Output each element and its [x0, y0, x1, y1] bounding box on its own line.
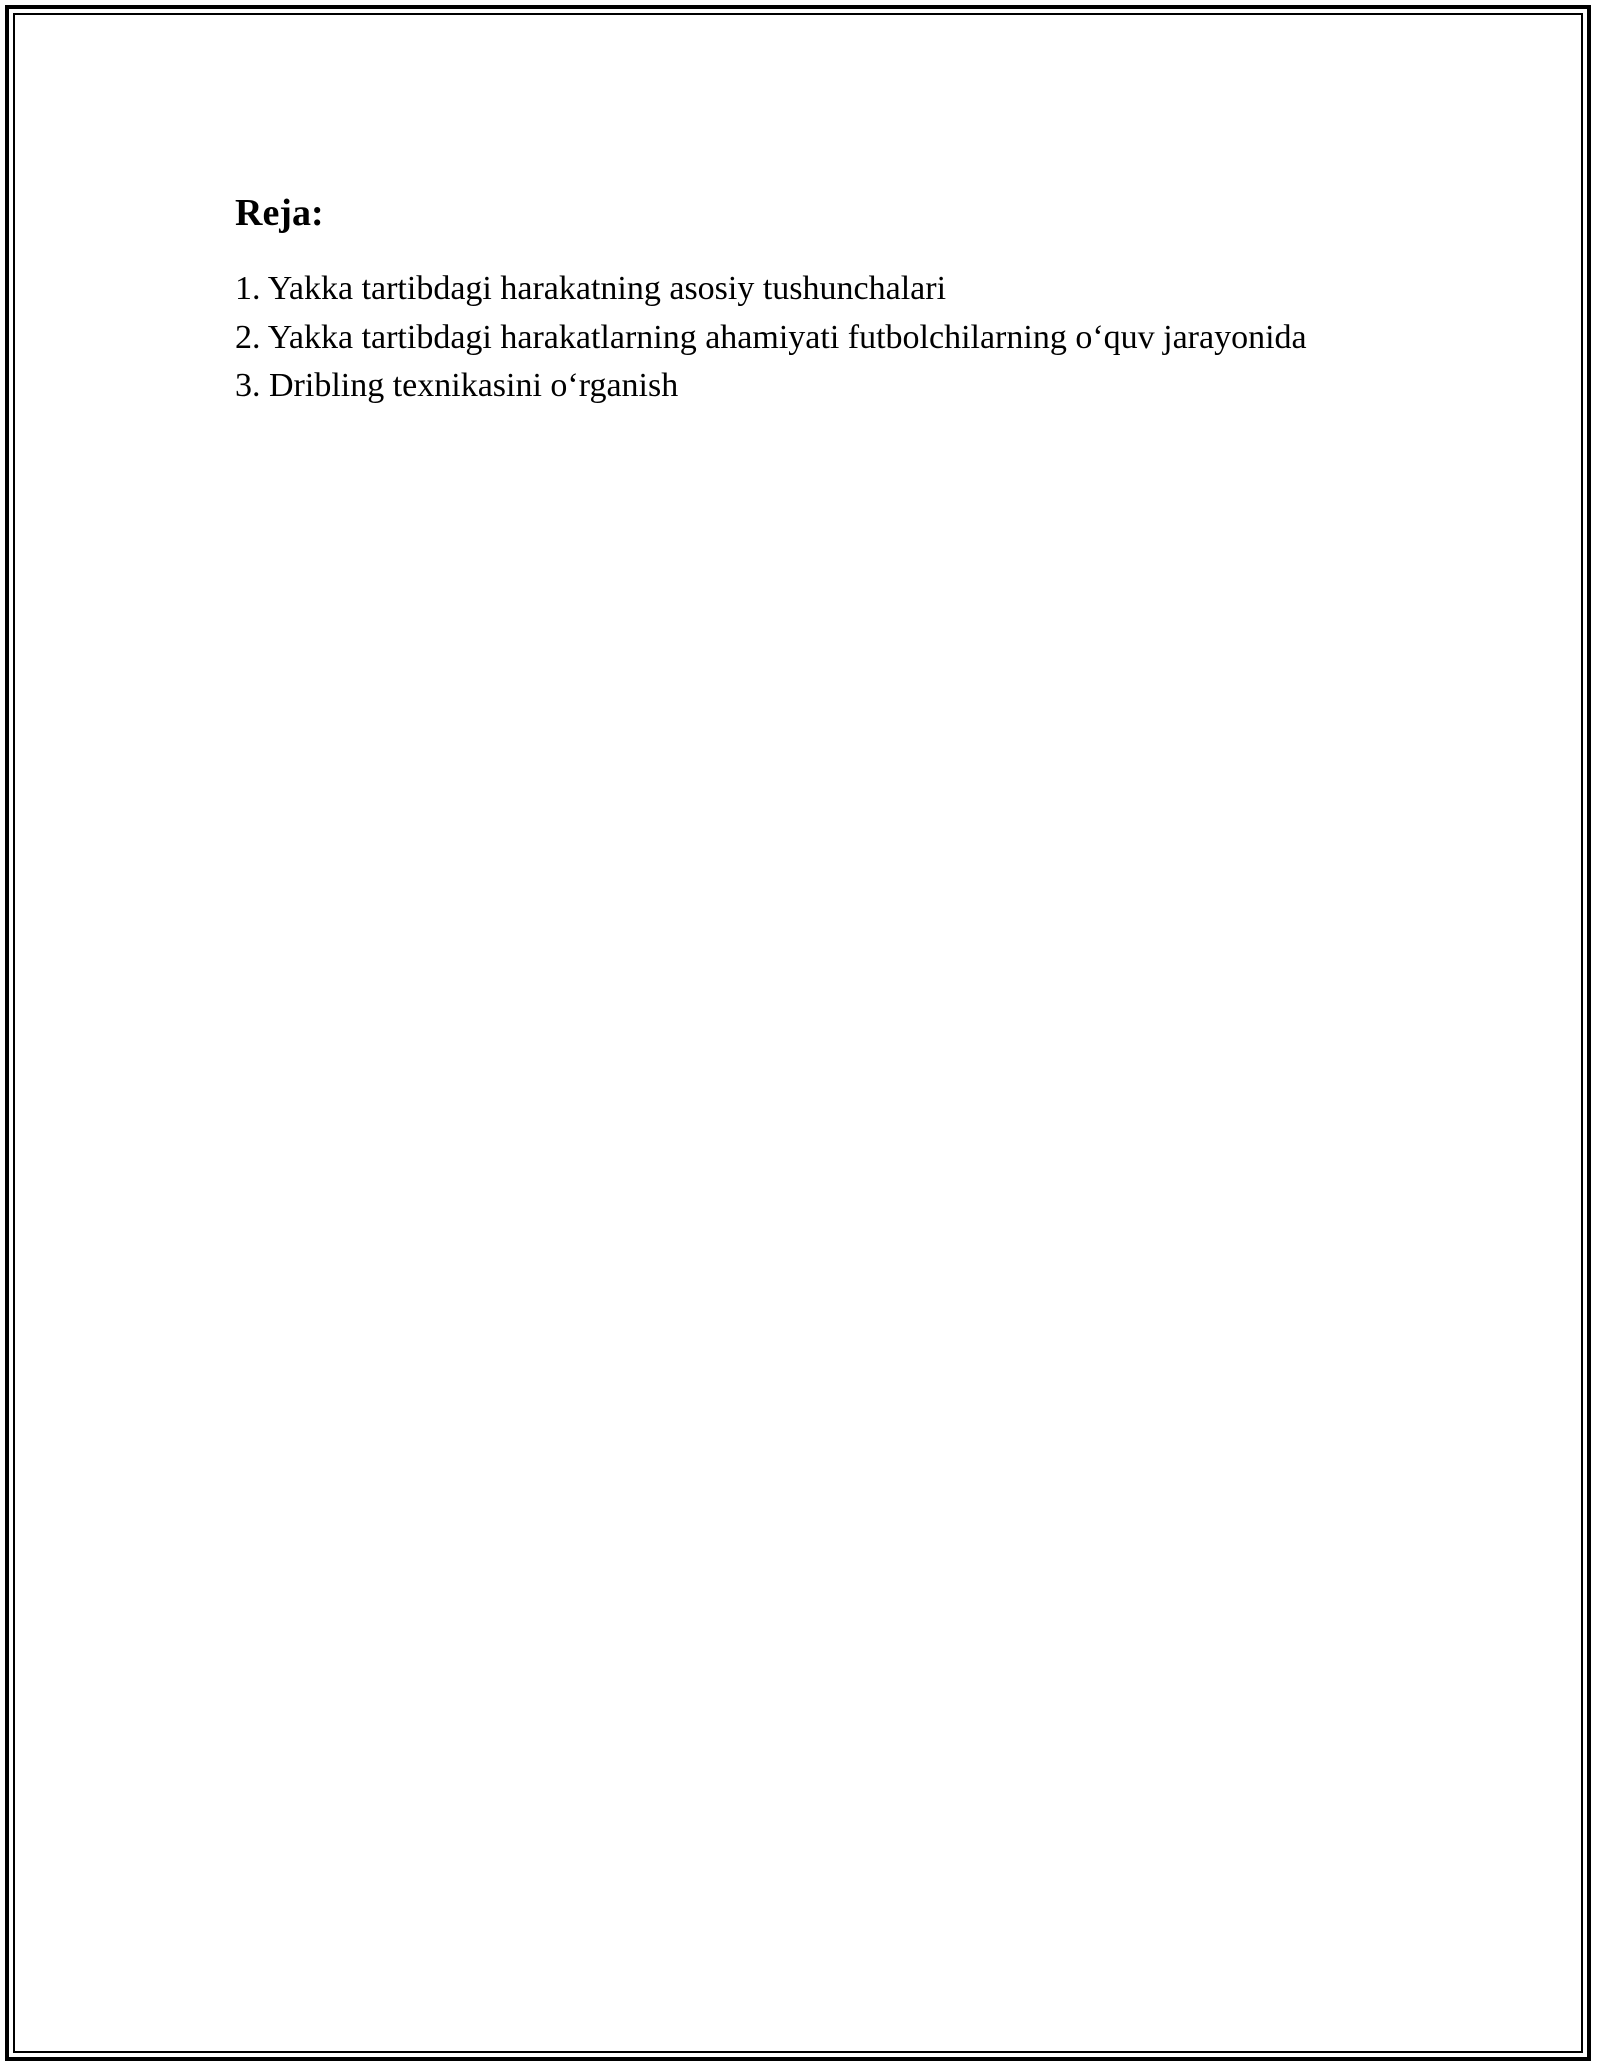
plan-item-2: 2. Yakka tartibdagi harakatlarning ahamiyati futbolchilarning o‘quv jarayonida [235, 318, 1307, 356]
document-body [235, 185, 1315, 411]
plan-heading: Reja: [235, 192, 324, 234]
plan-item-1: 1. Yakka tartibdagi harakatning asosiy tushunchalari [235, 270, 947, 307]
plan-list [235, 265, 1315, 411]
plan-item-3: 3. Dribling texnikasini o‘rganish [235, 367, 679, 404]
